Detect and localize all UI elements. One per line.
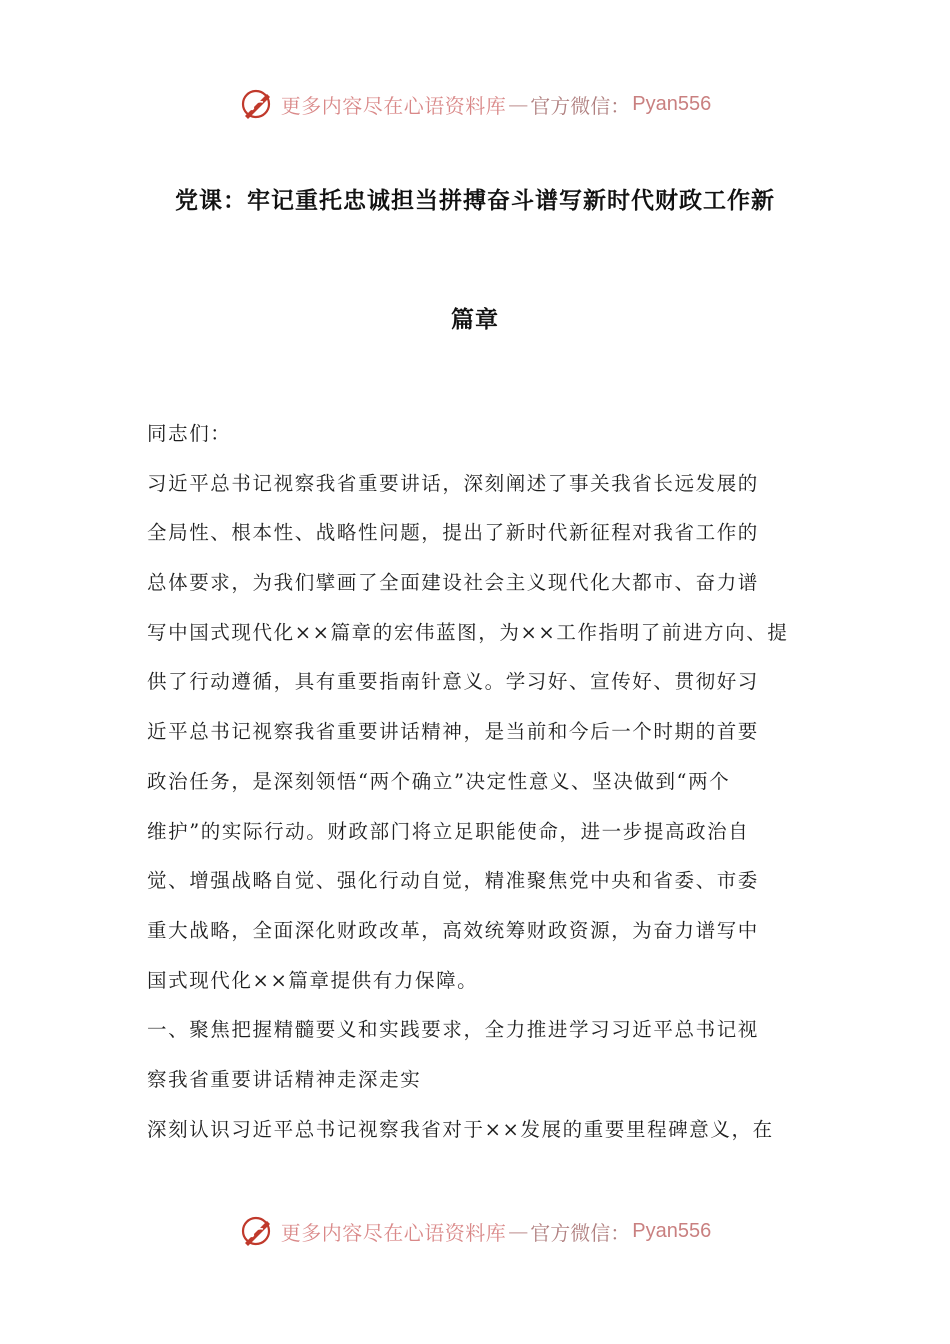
pen-logo-icon (239, 86, 275, 122)
body-line: 全局性、根本性、战略性问题，提出了新时代新征程对我省工作的 (147, 521, 759, 545)
document-title-line2: 篇章 (451, 307, 499, 333)
banner-wechat-id: Pyan556 (632, 1219, 712, 1242)
document-body (147, 416, 807, 1161)
body-line: 维护”的实际行动。财政部门将立足职能使命，进一步提高政治自 (147, 819, 750, 843)
body-line: 同志们： (147, 422, 232, 445)
section-heading-line: 察我省重要讲话精神走深走实 (147, 1067, 422, 1091)
body-line: 供了行动遵循，具有重要指南针意义。学习好、宣传好、贯彻好习 (147, 670, 759, 694)
banner-wechat-label: 官方微信： (530, 1220, 631, 1245)
pen-logo-icon (239, 1213, 275, 1249)
banner-text: 更多内容尽在心语资料库 (280, 93, 507, 118)
body-line: 近平总书记视察我省重要讲话精神，是当前和今后一个时期的首要 (147, 720, 759, 744)
footer-banner (0, 1211, 950, 1251)
body-line: 总体要求，为我们擘画了全面建设社会主义现代化大都市、奋力谱 (147, 571, 759, 595)
header-banner (0, 84, 950, 124)
body-line: 习近平总书记视察我省重要讲话，深刻阐述了事关我省长远发展的 (147, 471, 759, 495)
banner-wechat-id: Pyan556 (632, 92, 712, 115)
body-line: 政治任务，是深刻领悟“两个确立”决定性意义、坚决做到“两个 (147, 769, 731, 793)
banner-text: 更多内容尽在心语资料库 (280, 1220, 507, 1245)
section-heading-line: 一、聚焦把握精髓要义和实践要求，全力推进学习习近平总书记视 (147, 1018, 759, 1042)
banner-separator: — (508, 1219, 529, 1243)
body-line: 写中国式现代化××篇章的宏伟蓝图，为××工作指明了前进方向、提 (147, 620, 789, 644)
document-title-line1: 党课：牢记重托忠诚担当拼搏奋斗谱写新时代财政工作新 (175, 188, 775, 214)
body-line: 觉、增强战略自觉、强化行动自觉，精准聚焦党中央和省委、市委 (147, 869, 759, 893)
body-line: 国式现代化××篇章提供有力保障。 (147, 968, 479, 992)
banner-wechat-label: 官方微信： (530, 93, 631, 118)
banner-separator: — (508, 92, 529, 116)
body-line: 深刻认识习近平总书记视察我省对于××发展的重要里程碑意义，在 (147, 1117, 774, 1141)
body-line: 重大战略，全面深化财政改革，高效统筹财政资源，为奋力谱写中 (147, 918, 759, 942)
